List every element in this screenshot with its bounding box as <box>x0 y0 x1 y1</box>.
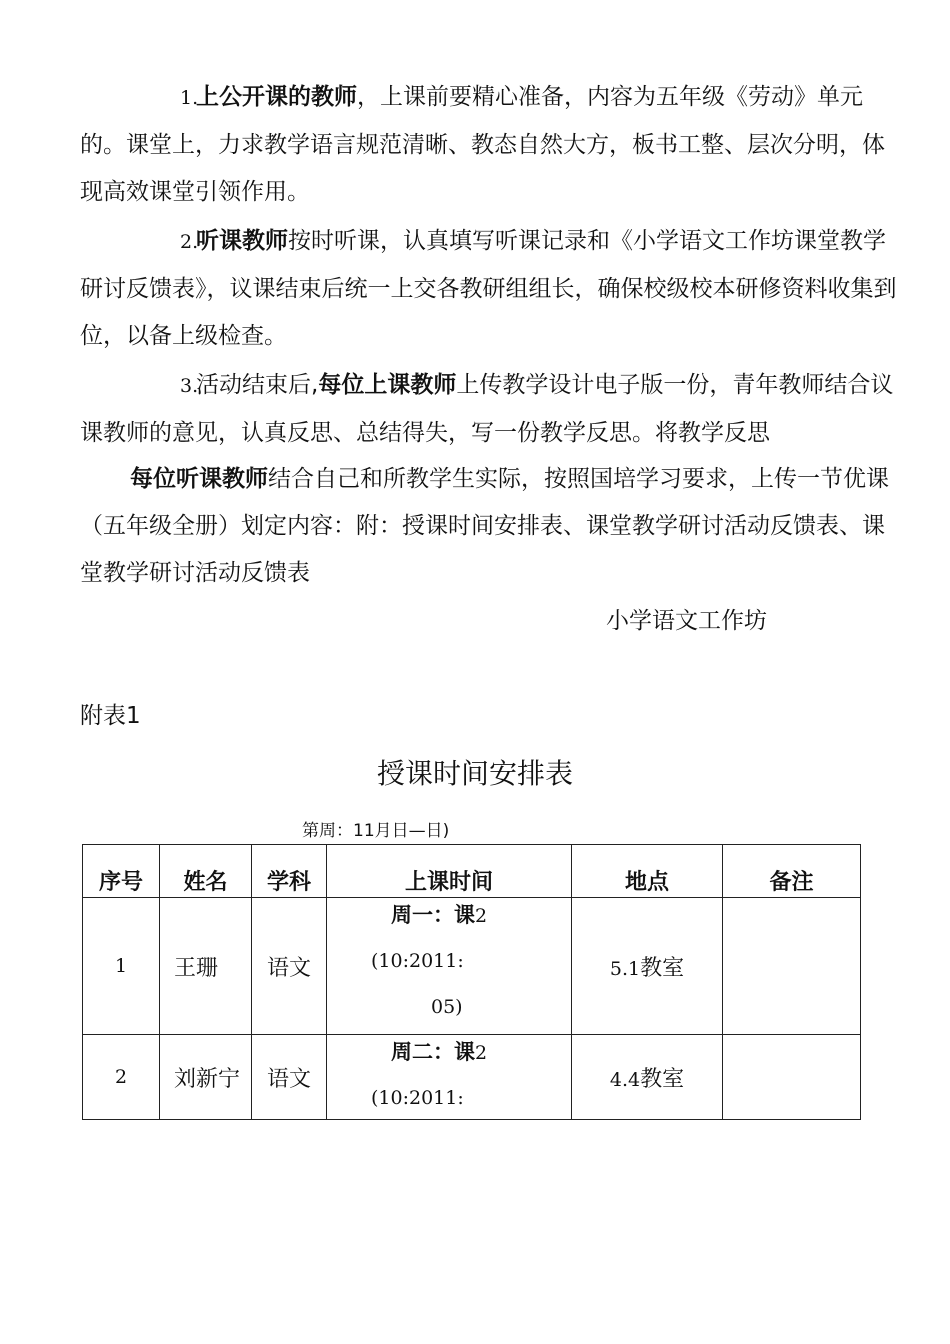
time-range: (10:2011: <box>371 1087 464 1109</box>
paragraph-text: ，上课前要精心准备，内容为五年级《劳动》单元的。课堂上，力求教学语言规范清晰、教态自然大方，板书工整、层次分明，体现高效课堂引领作用。 <box>80 84 885 205</box>
schedule-table <box>82 844 861 1120</box>
cell-seq: 1 <box>83 898 160 1035</box>
cell-location <box>572 1035 723 1120</box>
header-note: 备注 <box>723 845 861 898</box>
time-period: 2 <box>475 1042 488 1064</box>
cell-name: 刘新宁 <box>160 1035 252 1120</box>
cell-subject: 语文 <box>252 1035 327 1120</box>
paragraph-bold-lead: 每位听课教师 <box>130 466 268 492</box>
paragraph-text: 按时听课，认真填写听课记录和《小学语文工作坊课堂教学研讨反馈表》，议课结束后统一上交各教研组组长，确保校级校本研修资料收集到位，以备上级检查。 <box>80 228 897 349</box>
paragraph-1 <box>80 74 902 216</box>
time-end: 05) <box>431 996 463 1018</box>
time-day-label: 周一：课 <box>391 903 475 927</box>
cell-note <box>723 898 861 1035</box>
table-title: 授课时间安排表 <box>376 757 573 790</box>
paragraph-4 <box>80 456 902 597</box>
location-suffix: 教室 <box>640 1066 685 1092</box>
header-time: 上课时间 <box>327 845 572 898</box>
time-day-label: 周二：课 <box>391 1040 475 1064</box>
cell-location <box>572 898 723 1035</box>
paragraph-prefix: 活动结束后, <box>196 372 319 398</box>
paragraph-number: 1. <box>180 87 199 109</box>
time-day <box>391 902 487 929</box>
paragraph-bold-lead: 听课教师 <box>196 228 288 254</box>
paragraph-bold-lead: 上公开课的教师 <box>196 84 357 110</box>
paragraph-3 <box>80 362 902 457</box>
cell-time <box>327 898 572 1035</box>
paragraph-2 <box>80 218 902 360</box>
cell-note <box>723 1035 861 1120</box>
appendix-label: 附表1 <box>80 703 141 729</box>
table-row <box>83 898 861 1035</box>
time-day <box>391 1039 487 1066</box>
time-range: (10:2011: <box>371 950 464 972</box>
cell-seq: 2 <box>83 1035 160 1120</box>
week-line: 第周：11月日—日) <box>302 821 450 841</box>
header-subject: 学科 <box>252 845 327 898</box>
signature: 小学语文工作坊 <box>606 608 767 634</box>
cell-subject: 语文 <box>252 898 327 1035</box>
header-seq: 序号 <box>83 845 160 898</box>
header-location: 地点 <box>572 845 723 898</box>
paragraph-text: 上传教学设计电子版一份，青年教师结合议课教师的意见，认真反思、总结得失，写一份教学反思。将教学反思 <box>80 372 894 446</box>
table-row <box>83 1035 861 1120</box>
location-suffix: 教室 <box>640 955 685 981</box>
paragraph-number: 2. <box>180 231 199 253</box>
location-room: 5.1 <box>609 957 641 980</box>
paragraph-text: 结合自己和所教学生实际，按照国培学习要求，上传一节优课（五年级全册）划定内容：附：授课时间安排表、课堂教学研讨活动反馈表、课堂教学研讨活动反馈表 <box>80 466 889 586</box>
location-room: 4.4 <box>609 1068 641 1091</box>
paragraph-bold-lead: 每位上课教师 <box>318 372 457 398</box>
cell-time <box>327 1035 572 1120</box>
time-period: 2 <box>475 905 488 927</box>
cell-name: 王珊 <box>160 898 252 1035</box>
header-name: 姓名 <box>160 845 252 898</box>
table-header-row <box>83 845 861 898</box>
paragraph-number: 3. <box>180 375 199 397</box>
